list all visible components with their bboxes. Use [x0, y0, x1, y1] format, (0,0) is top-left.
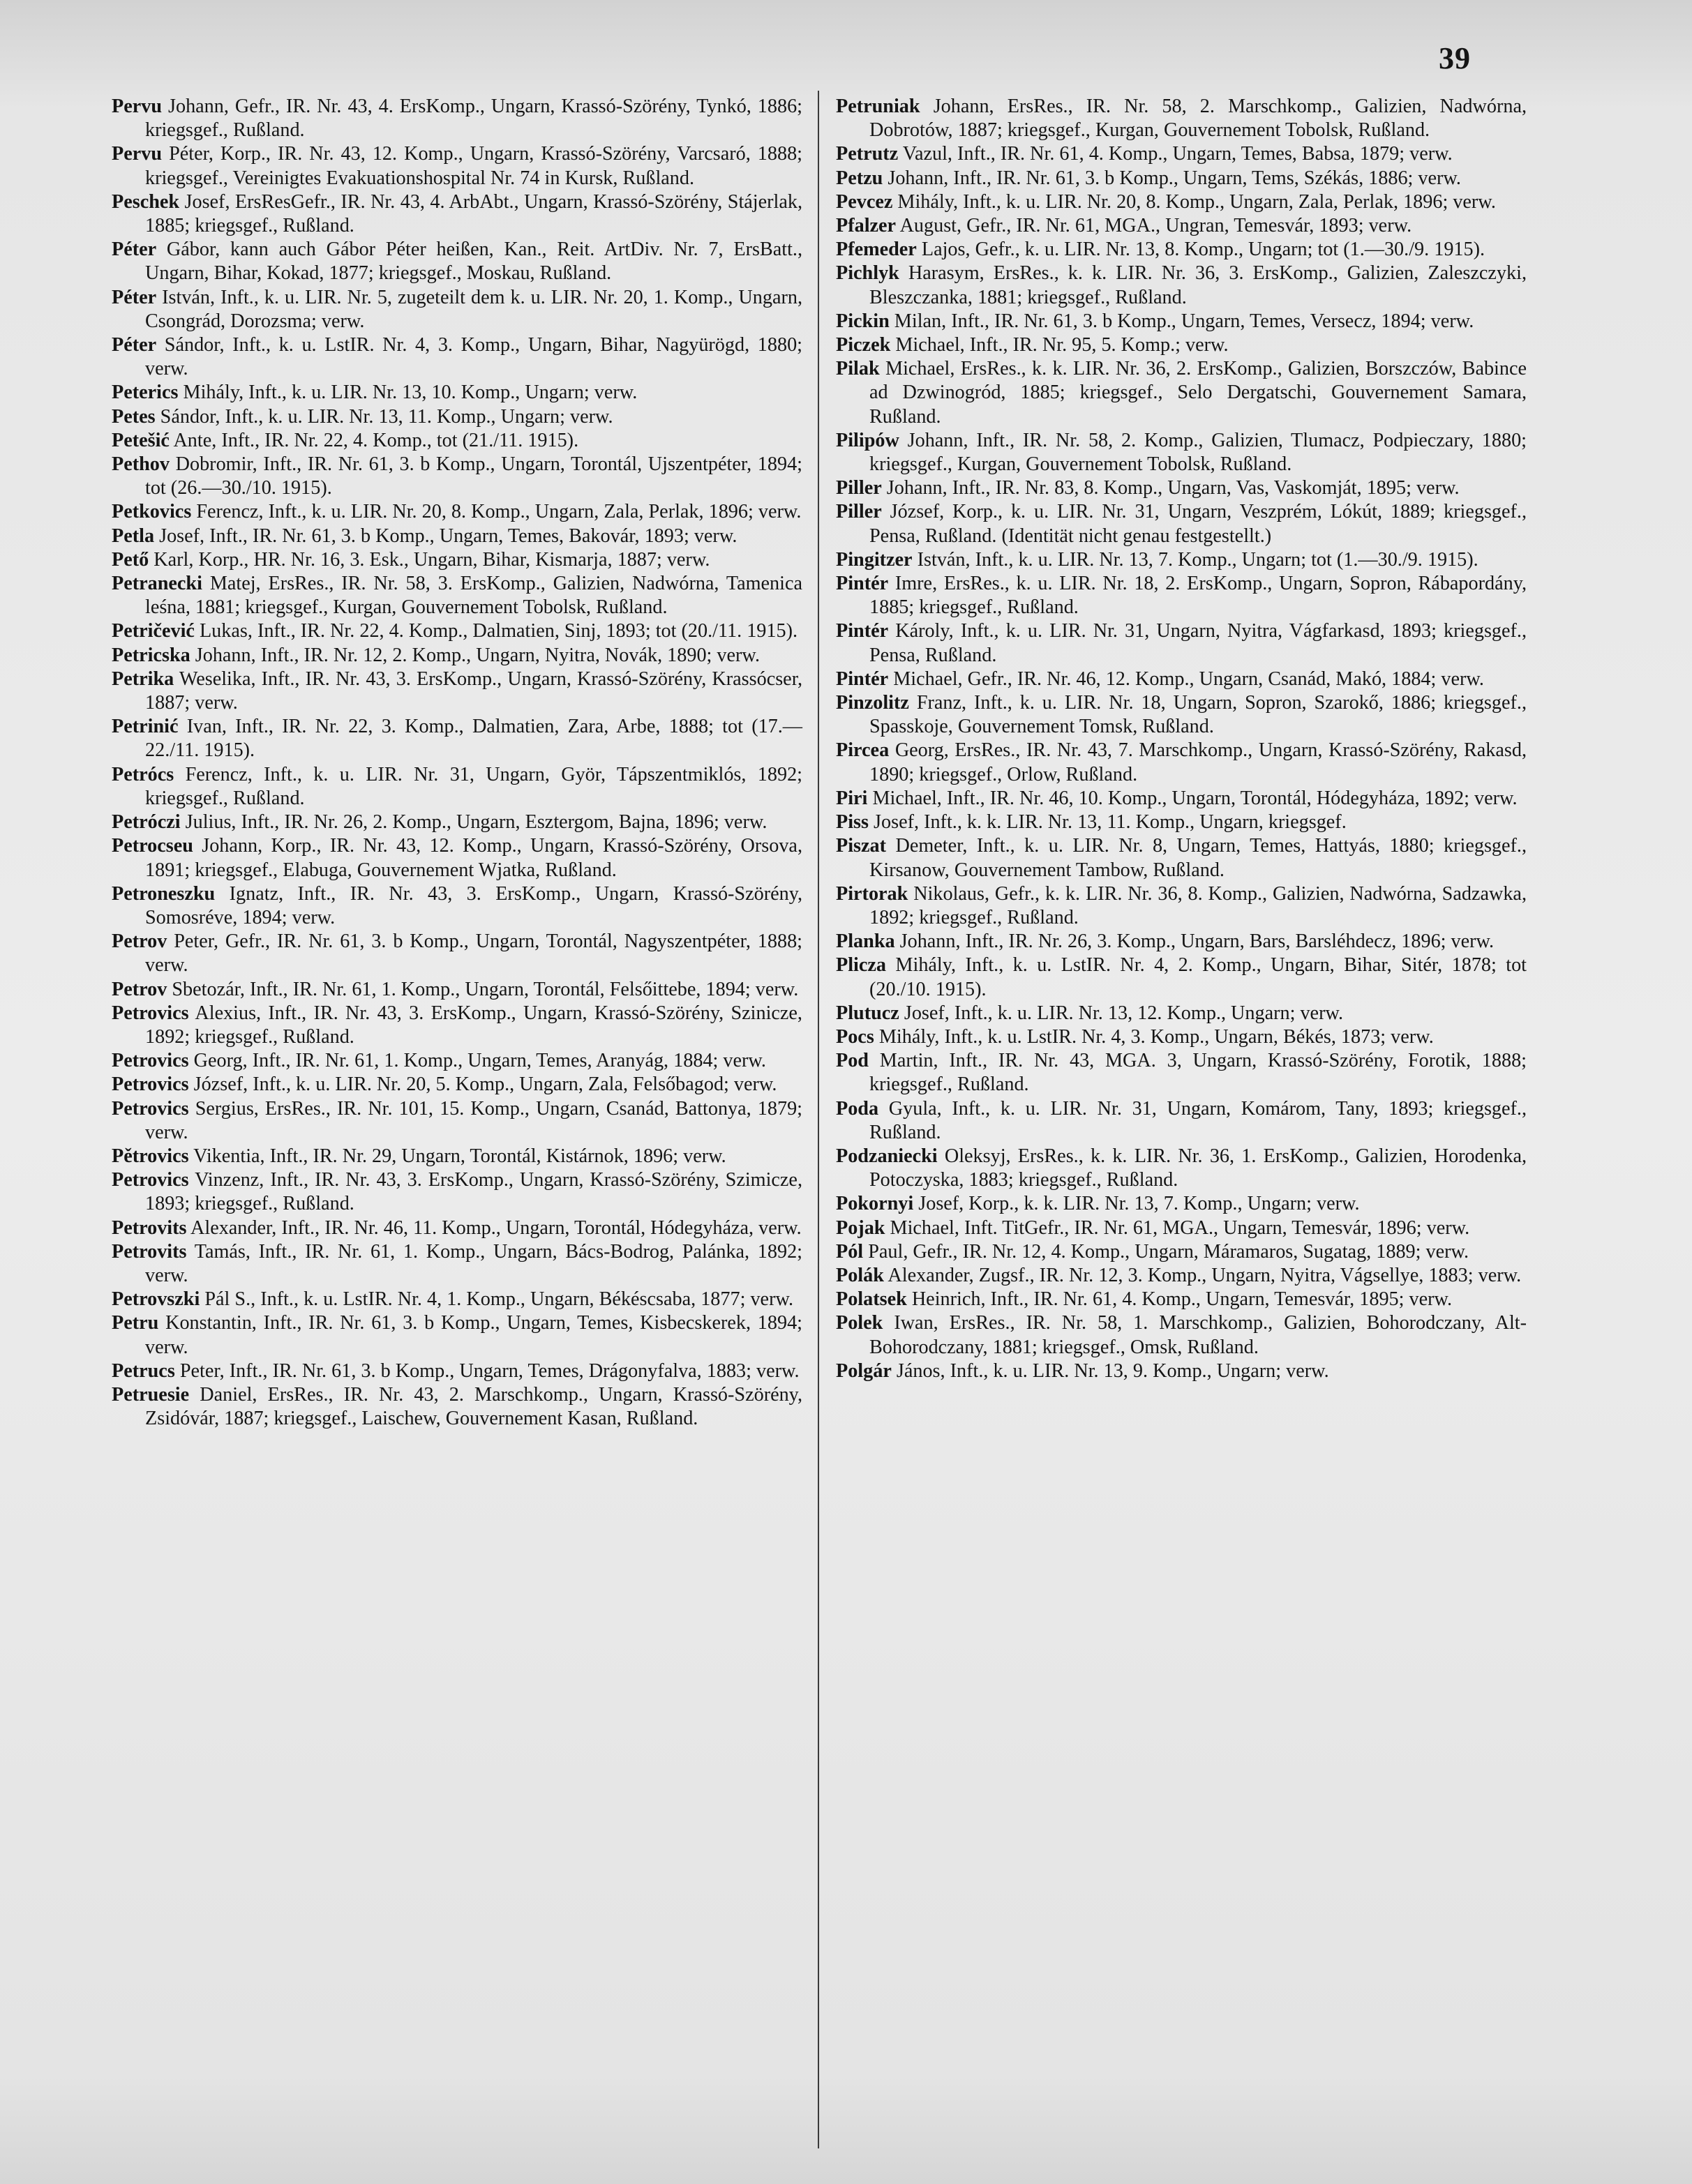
entry-surname: Piczek	[836, 334, 891, 356]
register-entry	[836, 882, 1527, 930]
entry-surname: Polgár	[836, 1360, 892, 1382]
entry-details: Johann, Inft., IR. Nr. 26, 3. Komp., Ungarn, Bars, Barsléhdecz, 1896; verw.	[899, 931, 1495, 953]
register-entry	[112, 142, 802, 190]
register-entry	[112, 1168, 802, 1216]
entry-surname: Petruesie	[112, 1383, 190, 1406]
register-entry	[836, 262, 1527, 309]
register-entry	[112, 978, 802, 1002]
register-entry	[836, 572, 1527, 619]
register-entry	[112, 1240, 802, 1288]
entry-surname: Petru	[112, 1312, 159, 1334]
register-entry	[112, 238, 802, 285]
entry-details: Johann, Inft., IR. Nr. 58, 2. Komp., Galizien, Tlumacz, Podpieczary, 1880; kriegsgef., Kurgan, Gouvernement Tobolsk, Rußland.	[869, 429, 1527, 476]
entry-surname: Petrika	[112, 668, 174, 690]
entry-surname: Pirtorak	[836, 882, 908, 905]
register-entry	[112, 1288, 802, 1311]
entry-details: Sándor, Inft., k. u. LstIR. Nr. 4, 3. Komp., Ungarn, Bihar, Nagyürögd, 1880; verw.	[145, 334, 802, 380]
register-entry	[112, 500, 802, 524]
entry-details: Peter, Gefr., IR. Nr. 61, 3. b Komp., Ungarn, Torontál, Nagyszentpéter, 1888; verw.	[145, 931, 803, 977]
entry-details: Julius, Inft., IR. Nr. 26, 2. Komp., Ungarn, Esztergom, Bajna, 1896; verw.	[185, 811, 768, 834]
register-entry	[836, 1145, 1527, 1192]
entry-details: Franz, Inft., k. u. LIR. Nr. 18, Ungarn, Sopron, Szarokő, 1886; kriegsgef., Spasskoje, Gouvernement Tomsk, Rußland.	[869, 692, 1527, 738]
entry-details: Johann, Inft., IR. Nr. 83, 8. Komp., Ungarn, Vas, Vaskomját, 1895; verw.	[886, 477, 1460, 499]
register-entry	[836, 548, 1527, 572]
entry-details: Alexander, Zugsf., IR. Nr. 12, 3. Komp., Ungarn, Nyitra, Vágsellye, 1883; verw.	[888, 1264, 1522, 1286]
register-entry	[112, 286, 802, 333]
entry-details: Josef, Inft., k. k. LIR. Nr. 13, 11. Komp., Ungarn, kriegsgef.	[874, 811, 1347, 834]
entry-details: Alexius, Inft., IR. Nr. 43, 3. ErsKomp., Ungarn, Krassó-Szörény, Szinicze, 1892; kriegsgef., Rußland.	[145, 1002, 802, 1048]
entry-surname: Petla	[112, 525, 155, 547]
entry-details: Michael, Inft., IR. Nr. 95, 5. Komp.; verw.	[895, 334, 1229, 356]
entry-surname: Pintér	[836, 620, 889, 642]
register-entry	[112, 668, 802, 715]
entry-surname: Péter	[112, 286, 157, 308]
entry-details: Vazul, Inft., IR. Nr. 61, 4. Komp., Ungarn, Temes, Babsa, 1879; verw.	[902, 143, 1453, 165]
entry-details: Ferencz, Inft., k. u. LIR. Nr. 20, 8. Komp., Ungarn, Zala, Perlak, 1896; verw.	[196, 501, 802, 523]
register-entry	[836, 954, 1527, 1001]
entry-surname: Petrov	[112, 931, 167, 953]
entry-surname: Petrov	[112, 978, 167, 1000]
register-entry	[836, 787, 1527, 811]
entry-surname: Piri	[836, 787, 868, 809]
entry-details: Sbetozár, Inft., IR. Nr. 61, 1. Komp., Ungarn, Torontál, Felsőittebe, 1894; verw.	[172, 978, 799, 1000]
register-entry	[112, 811, 802, 834]
entry-details: Johann, Gefr., IR. Nr. 43, 4. ErsKomp., Ungarn, Krassó-Szörény, Tynkó, 1886; kriegsgef., Rußland.	[145, 96, 803, 142]
entry-surname: Péter	[112, 334, 157, 356]
register-entry	[112, 1311, 802, 1359]
entry-surname: Piss	[836, 811, 869, 834]
entry-surname: Pervu	[112, 143, 163, 165]
entry-surname: Petrovics	[112, 1169, 189, 1191]
register-entry	[112, 644, 802, 668]
entry-details: Martin, Inft., IR. Nr. 43, MGA. 3, Ungarn, Krassó-Szörény, Forotik, 1888; kriegsgef., Rußland.	[869, 1050, 1527, 1096]
register-entry	[112, 429, 802, 453]
entry-surname: Pingitzer	[836, 548, 913, 571]
entry-surname: Polatsek	[836, 1288, 907, 1311]
register-entry	[836, 429, 1527, 476]
register-entry	[112, 1360, 802, 1383]
register-entry	[836, 142, 1527, 166]
entry-surname: Petrovics	[112, 1074, 189, 1096]
entry-details: Heinrich, Inft., IR. Nr. 61, 4. Komp., Ungarn, Temesvár, 1895; verw.	[911, 1288, 1453, 1311]
column-divider	[818, 91, 819, 2148]
entry-details: Ante, Inft., IR. Nr. 22, 4. Komp., tot (21./11. 1915).	[173, 429, 579, 451]
register-entry	[112, 882, 802, 930]
entry-details: Ferencz, Inft., k. u. LIR. Nr. 31, Ungarn, Györ, Tápszentmiklós, 1892; kriegsgef., Rußland.	[145, 763, 802, 809]
entry-surname: Peschek	[112, 190, 180, 213]
entry-surname: Petkovics	[112, 501, 192, 523]
register-entry	[836, 1217, 1527, 1240]
entry-surname: Petrovszki	[112, 1288, 200, 1311]
entry-details: Mihály, Inft., k. u. LstIR. Nr. 4, 2. Komp., Ungarn, Bihar, Sitér, 1878; tot (20./10. 1915).	[869, 954, 1527, 1000]
register-entry	[836, 691, 1527, 739]
entry-details: Mihály, Inft., k. u. LIR. Nr. 20, 8. Komp., Ungarn, Zala, Perlak, 1896; verw.	[897, 190, 1496, 213]
register-entry	[836, 1192, 1527, 1216]
entry-surname: Pinzolitz	[836, 692, 909, 714]
register-entry	[836, 668, 1527, 691]
entry-details: Oleksyj, ErsRes., k. k. LIR. Nr. 36, 1. ErsKomp., Galizien, Horodenka, Potoczyska, 1883; kriegsgef., Rußland.	[869, 1145, 1527, 1191]
entry-details: Demeter, Inft., k. u. LIR. Nr. 8, Ungarn, Temes, Hattyás, 1880; kriegsgef., Kirsanow, Gouvernement Tambow, Rußland.	[869, 835, 1527, 881]
entry-surname: Pod	[836, 1050, 869, 1072]
entry-details: Gábor, kann auch Gábor Péter heißen, Kan., Reit. ArtDiv. Nr. 7, ErsBatt., Ungarn, Bihar, Kokad, 1877; kriegsgef., Moskau, Rußland.	[145, 239, 802, 285]
register-entry	[836, 619, 1527, 667]
entry-details: István, Inft., k. u. LIR. Nr. 5, zugeteilt dem k. u. LIR. Nr. 20, 1. Komp., Ungarn, Csongrád, Dorozsma; verw.	[145, 286, 802, 332]
register-entry	[836, 1049, 1527, 1097]
entry-details: Josef, Korp., k. k. LIR. Nr. 13, 7. Komp., Ungarn; verw.	[918, 1193, 1360, 1215]
entry-details: Peter, Inft., IR. Nr. 61, 3. b Komp., Ungarn, Temes, Drágonyfalva, 1883; verw.	[179, 1360, 800, 1382]
entry-surname: Pintér	[836, 668, 889, 690]
entry-details: Johann, Inft., IR. Nr. 61, 3. b Komp., Ungarn, Tems, Székás, 1886; verw.	[888, 167, 1461, 189]
entry-details: Georg, ErsRes., IR. Nr. 43, 7. Marschkomp., Ungarn, Krassó-Szörény, Rakasd, 1890; kriegsgef., Orlow, Rußland.	[869, 739, 1527, 785]
entry-surname: Péter	[112, 239, 157, 261]
entry-surname: Podzaniecki	[836, 1145, 938, 1167]
entry-surname: Petranecki	[112, 573, 202, 595]
entry-details: Lajos, Gefr., k. u. LIR. Nr. 13, 8. Komp., Ungarn; tot (1.—30./9. 1915).	[921, 239, 1485, 261]
entry-details: Iwan, ErsRes., IR. Nr. 58, 1. Marschkomp., Galizien, Bohorodczany, Alt-Bohorodczany, 1881; kriegsgef., Omsk, Rußland.	[869, 1312, 1527, 1358]
entry-details: Georg, Inft., IR. Nr. 61, 1. Komp., Ungarn, Temes, Aranyág, 1884; verw.	[193, 1050, 766, 1072]
entry-details: Lukas, Inft., IR. Nr. 22, 4. Komp., Dalmatien, Sinj, 1893; tot (20./11. 1915).	[199, 620, 798, 642]
register-entry	[836, 333, 1527, 357]
register-entry	[112, 572, 802, 619]
entry-surname: Petešić	[112, 429, 170, 451]
entry-surname: Plutucz	[836, 1002, 899, 1024]
entry-surname: Pfalzer	[836, 215, 897, 237]
entry-details: Konstantin, Inft., IR. Nr. 61, 3. b Komp., Ungarn, Temes, Kisbecskerek, 1894; verw.	[145, 1312, 803, 1358]
entry-surname: Petrovics	[112, 1097, 189, 1120]
register-entry	[836, 930, 1527, 954]
entry-details: Milan, Inft., IR. Nr. 61, 3. b Komp., Ungarn, Temes, Versecz, 1894; verw.	[894, 310, 1474, 332]
register-entry	[112, 834, 802, 882]
entry-surname: Piller	[836, 501, 882, 523]
entry-details: Michael, Inft. TitGefr., IR. Nr. 61, MGA., Ungarn, Temesvár, 1896; verw.	[890, 1217, 1470, 1239]
right-column	[836, 95, 1527, 1383]
register-entry	[836, 357, 1527, 429]
register-entry	[836, 1025, 1527, 1049]
entry-surname: Pevcez	[836, 190, 893, 213]
register-entry	[112, 333, 802, 381]
register-entry	[836, 310, 1527, 333]
entry-details: Daniel, ErsRes., IR. Nr. 43, 2. Marschkomp., Ungarn, Krassó-Szörény, Zsidóvár, 1887; kriegsgef., Laischew, Gouvernement Kasan, Rußland.	[145, 1383, 802, 1430]
entry-surname: Polák	[836, 1264, 884, 1286]
register-entry	[836, 1288, 1527, 1311]
entry-details: Károly, Inft., k. u. LIR. Nr. 31, Ungarn, Nyitra, Vágfarkasd, 1893; kriegsgef., Pensa, Rußland.	[869, 620, 1527, 666]
entry-surname: Petricska	[112, 644, 190, 666]
entry-surname: Pětrovics	[112, 1145, 189, 1167]
register-entry	[836, 739, 1527, 786]
entry-surname: Pintér	[836, 573, 889, 595]
entry-details: Mihály, Inft., k. u. LIR. Nr. 13, 10. Komp., Ungarn; verw.	[183, 382, 638, 404]
register-entry	[112, 1145, 802, 1168]
entry-surname: Petričević	[112, 620, 195, 642]
entry-details: Vinzenz, Inft., IR. Nr. 43, 3. ErsKomp., Ungarn, Krassó-Szörény, Szimicze, 1893; kriegsgef., Rußland.	[145, 1169, 802, 1215]
entry-details: Vikentia, Inft., IR. Nr. 29, Ungarn, Torontál, Kistárnok, 1896; verw.	[193, 1145, 726, 1167]
entry-surname: Plicza	[836, 954, 886, 977]
register-entry	[112, 1217, 802, 1240]
entry-surname: Pervu	[112, 96, 163, 117]
entry-details: József, Korp., k. u. LIR. Nr. 31, Ungarn, Veszprém, Lókút, 1889; kriegsgef., Pensa, Rußland. (Identität nicht genau festgestellt.)	[869, 501, 1527, 547]
entry-surname: Petrutz	[836, 143, 899, 165]
register-entry	[112, 525, 802, 548]
entry-details: Harasym, ErsRes., k. k. LIR. Nr. 36, 3. ErsKomp., Galizien, Zaleszczyki, Bleszczanka, 1881; kriegsgef., Rußland.	[869, 262, 1527, 308]
entry-surname: Pojak	[836, 1217, 885, 1239]
register-entry	[112, 763, 802, 811]
register-entry	[836, 500, 1527, 548]
register-entry	[112, 453, 802, 500]
entry-surname: Polek	[836, 1312, 883, 1334]
entry-details: Dobromir, Inft., IR. Nr. 61, 3. b Komp., Ungarn, Torontál, Ujszentpéter, 1894; tot (26.—30./10. 1915).	[145, 453, 802, 499]
entry-details: Johann, Inft., IR. Nr. 12, 2. Komp., Ungarn, Nyitra, Novák, 1890; verw.	[195, 644, 760, 666]
entry-details: Imre, ErsRes., k. u. LIR. Nr. 18, 2. ErsKomp., Ungarn, Sopron, Rábapordány, 1885; kriegsgef., Rußland.	[869, 573, 1527, 619]
entry-details: Gyula, Inft., k. u. LIR. Nr. 31, Ungarn, Komárom, Tany, 1893; kriegsgef., Rußland.	[869, 1097, 1527, 1143]
entry-surname: Pickin	[836, 310, 890, 332]
entry-details: János, Inft., k. u. LIR. Nr. 13, 9. Komp., Ungarn; verw.	[896, 1360, 1329, 1382]
entry-surname: Petrovits	[112, 1217, 187, 1239]
entry-details: Josef, Inft., IR. Nr. 61, 3. b Komp., Ungarn, Temes, Bakovár, 1893; verw.	[159, 525, 738, 547]
entry-details: Matej, ErsRes., IR. Nr. 58, 3. ErsKomp., Galizien, Nadwórna, Tamenica leśna, 1881; kriegsgef., Kurgan, Gouvernement Tobolsk, Rußland.	[145, 573, 802, 619]
register-entry	[836, 1264, 1527, 1288]
entry-details: Sándor, Inft., k. u. LIR. Nr. 13, 11. Komp., Ungarn; verw.	[160, 405, 613, 428]
entry-details: Tamás, Inft., IR. Nr. 61, 1. Komp., Ungarn, Bács-Bodrog, Palánka, 1892; verw.	[145, 1240, 802, 1286]
entry-details: Michael, ErsRes., k. k. LIR. Nr. 36, 2. ErsKomp., Galizien, Borszczów, Babince ad Dzwinogród, 1885; kriegsgef., Selo Dergatschi, Gouvernement Samara, Rußland.	[869, 358, 1527, 428]
register-entry	[836, 811, 1527, 834]
entry-details: Ignatz, Inft., IR. Nr. 43, 3. ErsKomp., Ungarn, Krassó-Szörény, Somosréve, 1894; verw.	[145, 882, 803, 928]
register-entry	[112, 548, 802, 572]
entry-details: Nikolaus, Gefr., k. k. LIR. Nr. 36, 8. Komp., Galizien, Nadwórna, Sadzawka, 1892; kriegsgef., Rußland.	[869, 882, 1527, 928]
entry-surname: Petrocseu	[112, 835, 193, 857]
entry-details: Mihály, Inft., k. u. LstIR. Nr. 4, 3. Komp., Ungarn, Békés, 1873; verw.	[878, 1025, 1434, 1048]
entry-details: Johann, ErsRes., IR. Nr. 58, 2. Marschkomp., Galizien, Nadwórna, Dobrotów, 1887; kriegsgef., Kurgan, Gouvernement Tobolsk, Rußland.	[869, 96, 1527, 142]
entry-surname: Petroneszku	[112, 882, 216, 905]
entry-surname: Petrovits	[112, 1240, 187, 1263]
register-entry	[836, 1002, 1527, 1025]
entry-details: István, Inft., k. u. LIR. Nr. 13, 7. Komp., Ungarn; tot (1.—30./9. 1915).	[917, 548, 1478, 571]
register-entry	[112, 1073, 802, 1097]
entry-surname: Planka	[836, 931, 895, 953]
register-entry	[112, 405, 802, 429]
entry-surname: Petrinić	[112, 716, 179, 738]
entry-surname: Pokornyi	[836, 1193, 914, 1215]
entry-surname: Petes	[112, 405, 156, 428]
left-column	[112, 95, 802, 1431]
entry-surname: Petrovics	[112, 1002, 189, 1024]
register-entry	[836, 1360, 1527, 1383]
register-entry	[112, 1097, 802, 1145]
entry-details: Paul, Gefr., IR. Nr. 12, 4. Komp., Ungarn, Máramaros, Sugatag, 1889; verw.	[868, 1240, 1469, 1263]
entry-details: Karl, Korp., HR. Nr. 16, 3. Esk., Ungarn, Bihar, Kismarja, 1887; verw.	[154, 548, 710, 571]
entry-details: Weselika, Inft., IR. Nr. 43, 3. ErsKomp., Ungarn, Krassó-Szörény, Krassócser, 1887; verw.	[145, 668, 802, 714]
register-entry	[836, 214, 1527, 238]
entry-surname: Petróczi	[112, 811, 181, 834]
register-entry	[836, 95, 1527, 142]
entry-surname: Petzu	[836, 167, 883, 189]
entry-surname: Peterics	[112, 382, 179, 404]
entry-surname: Pircea	[836, 739, 890, 762]
entry-details: Michael, Inft., IR. Nr. 46, 10. Komp., Ungarn, Torontál, Hódegyháza, 1892; verw.	[872, 787, 1518, 809]
register-entry	[112, 715, 802, 762]
register-entry	[836, 834, 1527, 882]
entry-surname: Petrovics	[112, 1050, 189, 1072]
entry-surname: Piller	[836, 477, 882, 499]
entry-surname: Pilipów	[836, 429, 899, 451]
register-entry	[112, 1002, 802, 1049]
entry-surname: Pilak	[836, 358, 880, 380]
register-entry	[836, 1311, 1527, 1359]
entry-surname: Pető	[112, 548, 149, 571]
register-entry	[112, 190, 802, 238]
register-entry	[836, 476, 1527, 500]
entry-surname: Piszat	[836, 835, 887, 857]
register-entry	[836, 1097, 1527, 1145]
entry-details: Josef, Inft., k. u. LIR. Nr. 13, 12. Komp., Ungarn; verw.	[904, 1002, 1344, 1024]
entry-details: Ivan, Inft., IR. Nr. 22, 3. Komp., Dalmatien, Zara, Arbe, 1888; tot (17.—22./11. 1915).	[145, 716, 802, 762]
entry-surname: Petruniak	[836, 96, 920, 117]
entry-details: August, Gefr., IR. Nr. 61, MGA., Ungran, Temesvár, 1893; verw.	[899, 215, 1412, 237]
register-entry	[836, 190, 1527, 214]
register-entry	[112, 95, 802, 142]
register-entry	[836, 167, 1527, 190]
entry-surname: Petrucs	[112, 1360, 175, 1382]
register-entry	[836, 1240, 1527, 1264]
register-entry	[112, 1049, 802, 1073]
entry-details: Johann, Korp., IR. Nr. 43, 12. Komp., Ungarn, Krassó-Szörény, Orsova, 1891; kriegsgef., Elabuga, Gouvernement Wjatka, Rußland.	[145, 835, 802, 881]
register-entry	[112, 1383, 802, 1431]
entry-surname: Pfemeder	[836, 239, 917, 261]
entry-surname: Poda	[836, 1097, 879, 1120]
entry-details: Alexander, Inft., IR. Nr. 46, 11. Komp., Ungarn, Torontál, Hódegyháza, verw.	[190, 1217, 802, 1239]
entry-surname: Pocs	[836, 1025, 874, 1048]
entry-details: Pál S., Inft., k. u. LstIR. Nr. 4, 1. Komp., Ungarn, Békéscsaba, 1877; verw.	[204, 1288, 794, 1311]
register-entry	[112, 381, 802, 405]
entry-surname: Pethov	[112, 453, 170, 476]
entry-details: József, Inft., k. u. LIR. Nr. 20, 5. Komp., Ungarn, Zala, Felsőbagod; verw.	[193, 1074, 777, 1096]
entry-surname: Petrócs	[112, 763, 174, 785]
register-entry	[112, 619, 802, 643]
entry-details: Michael, Gefr., IR. Nr. 46, 12. Komp., Ungarn, Csanád, Makó, 1884; verw.	[893, 668, 1484, 690]
register-entry	[112, 930, 802, 977]
register-entry	[836, 238, 1527, 262]
entry-details: Péter, Korp., IR. Nr. 43, 12. Komp., Ungarn, Krassó-Szörény, Varcsaró, 1888; kriegsgef., Vereinigtes Evakuationshospital Nr. 74 in Kursk, Rußland.	[145, 143, 802, 189]
page-number: 39	[1439, 41, 1471, 75]
entry-details: Sergius, ErsRes., IR. Nr. 101, 15. Komp., Ungarn, Csanád, Battonya, 1879; verw.	[145, 1097, 802, 1143]
entry-details: Josef, ErsResGefr., IR. Nr. 43, 4. ArbAbt., Ungarn, Krassó-Szörény, Stájerlak, 1885; kriegsgef., Rußland.	[145, 190, 803, 237]
entry-surname: Pichlyk	[836, 262, 899, 285]
entry-surname: Pól	[836, 1240, 864, 1263]
